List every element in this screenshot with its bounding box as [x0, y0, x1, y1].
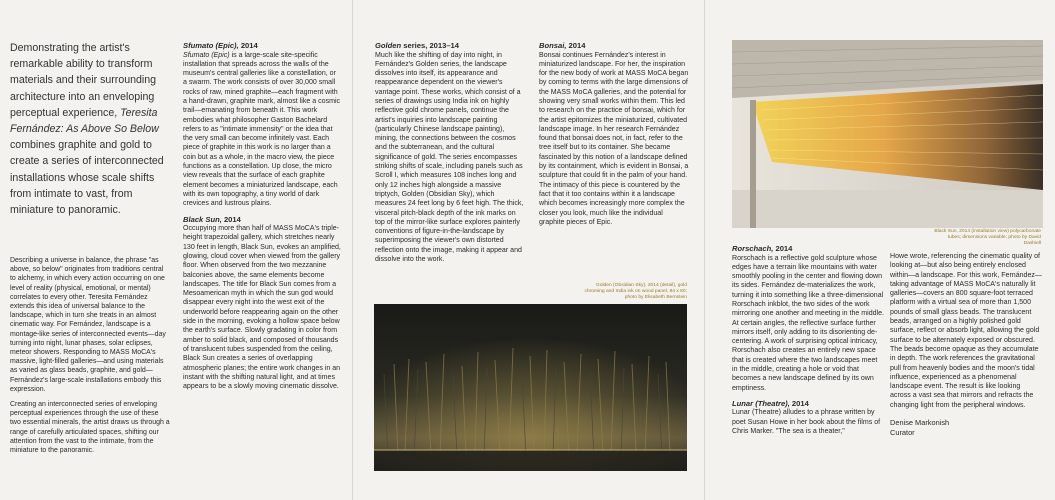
column-golden	[375, 41, 527, 270]
golden-heading: Golden series, 2013–14	[375, 41, 460, 50]
column-rorschach-lunar	[732, 244, 884, 442]
column-bonsai	[539, 41, 689, 233]
fold-line-1	[352, 0, 353, 500]
blacksun-installation-photo	[732, 40, 1043, 228]
rorschach-heading: Rorschach, 2014	[732, 244, 793, 253]
column-lunar-continued	[890, 252, 1042, 437]
exhibition-title: Teresita Fernández: As Above So Below	[10, 106, 159, 136]
sfumato-heading: Sfumato (Epic), 2014	[183, 41, 258, 50]
lunar-body: Lunar (Theatre) alludes to a phrase written by poet Susan Howe in her book about the films of Chris Marker. "The sea is a theater,"	[732, 409, 881, 436]
lunar-heading: Lunar (Theatre), 2014	[732, 398, 809, 408]
fold-line-2	[704, 0, 705, 500]
intro-lead-pre: Demonstrating the artist's remarkable ability to transform materials and their surrounding architecture into an enveloping perceptual experience,	[10, 42, 157, 119]
bonsai-heading: Bonsai, 2014	[539, 41, 586, 50]
intro-lead	[10, 40, 170, 218]
column-sfumato-blacksun	[183, 41, 341, 397]
sfumato-body: Sfumato (Epic) is a large-scale site-specific installation that spreads across the walls of the museum's central galleries like a constellation, or a swarm. The work consists of over 30,000 small rocks of raw, mined graphite—each fragment with a hand-drawn, graphite mark, almost like a cosmic trail—emanating from beneath it. This work embodies what philosopher Gaston Bachelard refers to as "intimate immensity" or the idea that the very small can become infinitely vast. Each piece of graphite in this work is no larger than a coin but as a whole, in the macro view, the piece functions as a constellation. Up close, the micro view reveals that the surface of each graphite element becomes a miniaturized landscape, each with its own topography, a tiny world of dark crevices and lustrous plains.	[183, 51, 341, 208]
blacksun-heading: Black Sun, 2014	[183, 214, 241, 224]
intro-lead-post: combines graphite and gold to create a series of interconnected installations whose scale shifts from intimate to vast, from miniature to panoramic.	[10, 139, 164, 217]
bonsai-body: Bonsai continues Fernández's interest in miniaturized landscape. For her, the inspiration for the new body of work at MASS MoCA began by coming to terms with the large dimensions of the MASS MoCA galleries, and the potential for showing very small works within them. This led to research on the practice of bonsai, which for the artist epitomizes the miniaturized, cultivated landscape image. In her research Fernández found that bonsai does not, in fact, refer to the tree itself but to its container. She became fascinated by this notion of a landscape defined by its containment, which is evident in Bonsai, a sculpture that could fit in the palm of your hand. The intimacy of this piece is countered by the fact that it too contains within it a landscape which becomes increasingly more complex the closer you look, much like the individual graphite pieces of Epic.	[539, 51, 689, 226]
intro-paragraph-2: Creating an interconnected series of enveloping perceptual experiences through the use of these two essential minerals, the artist draws us through a range of carefully articulated spaces, shifting our attention from the vast to the intimate, from the miniature to the panoramic.	[10, 401, 170, 455]
rorschach-body: Rorschach is a reflective gold sculpture whose edges have a terrain like mountains with water smoothly pooling in the center and flowing down its sides. Fernández de-materializes the work, turning it into something like a three-dimensional Rorschach inkblot, the two sides of the work mirroring one another and meeting in the middle. At certain angles, the reflective surface further mirrors itself, only adding to its disorienting de-centering. A work of surprising optical intricacy, Rorschach also creates an entirely new space that is created where the two landscapes meet in the middle, creating a hole or void that becomes a new landscape defined by its own emptiness.	[732, 254, 884, 392]
blacksun-body: Occupying more than half of MASS MoCA's triple-height trapezoidal gallery, which stretches nearly 130 feet in length, Black Sun, evokes an amplified, glowing, cloud cover when viewed from the gallery floor. When observed from the two mezzanine balconies above, the same elements become landscapes. The title for Black Sun comes from a Mesoamerican myth in which the sun god would disappear every night into the west exit of the underworld before reappearing again on the other side in the morning, evoking a hollow space below the earth's surface. Slowly gradating in color from amber to solid black, and composed of thousands of translucent tubes suspended from the ceiling, Black Sun creates a series of overlapping atmospheric planes; the entire work changes in an instant with the shifting natural light, and at times appears to be a slowly moving cinematic dissolve.	[183, 225, 341, 391]
golden-image-caption: Golden (Obsidian Sky), 2014 (detail), gold chroming and India ink on wood panel, 84 x 80; photo by Elisabeth Bernstein	[584, 283, 687, 300]
golden-body: Much like the shifting of day into night, in Fernández's Golden series, the landscape dissolves into itself, its appearance and reappearance dependent on the viewer's vantage point. These works, which consist of a series of drawings using India ink on highly reflective gold chrome panels, continue the artist's inquiries into landscape painting (particularly Chinese landscape painting), mining, the connections between the cosmos and the subterranean, and the cultural significance of gold. The series encompasses striking shifts of scale, including panels such as Scroll I, which measures 108 inches long and only 12 inches high alongside a massive triptych, Golden (Obsidian Sky), which measures 24 feet long by 6 feet high. The thick, visceral pitch-black depth of the ink marks on top of the mirror-like surface explores painterly conventions of figure-in-the-landscape by superimposing the viewer's own distorted reflection onto the image, making it appear and dissolve into the work.	[375, 51, 524, 264]
curator-role: Curator	[890, 427, 915, 437]
lunar-continued-body: Howe wrote, referencing the cinematic quality of looking at—but also being entirely enclosed within—a landscape. For this work, Fernández—taking advantage of MASS MoCA's naturally lit galleries—covers an 800 square-foot terraced platform with a virtual sea of more than 1,500 pounds of small glass beads. The translucent beads, arranged on a highly polished gold surface, reflect or absorb light, allowing the gold surface to be alternately exposed or obscured. The beads become opaque as they accumulate in depth. The work references the gravitational pull from heavenly bodies and the moon's tidal influence, experienced as a phenomenal landscape event. The result is like looking across a vast sea that mirrors and refracts the changing light from the peripheral windows.	[890, 253, 1042, 409]
intro-paragraph-1: Describing a universe in balance, the phrase "as above, so below" originates from traditions central to alchemy, in which every action occurring on one level of reality (physical, emotional, or mental) correlates to every other. Teresita Fernández extends this idea of universal balance to the landscape, which in turn she treats in an almost cinematic way. For Fernández, landscape is a montage-like series of interconnected events—day turning into night, lunar phases, solar eclipses, meteor showers. Responding to MASS MoCA's massive, light-filled galleries—and using materials as varied as glass beads, graphite, and gold—Fernández's large-scale installations embody this expression.	[10, 257, 166, 393]
blacksun-photo-caption: Black Sun, 2014 (installation view) polycarbonate tubes; dimensions variable; photo by David Dashiell	[934, 229, 1041, 246]
curator-name: Denise Markonish	[890, 418, 950, 428]
golden-artwork-image	[374, 304, 687, 471]
intro-body	[10, 256, 170, 461]
